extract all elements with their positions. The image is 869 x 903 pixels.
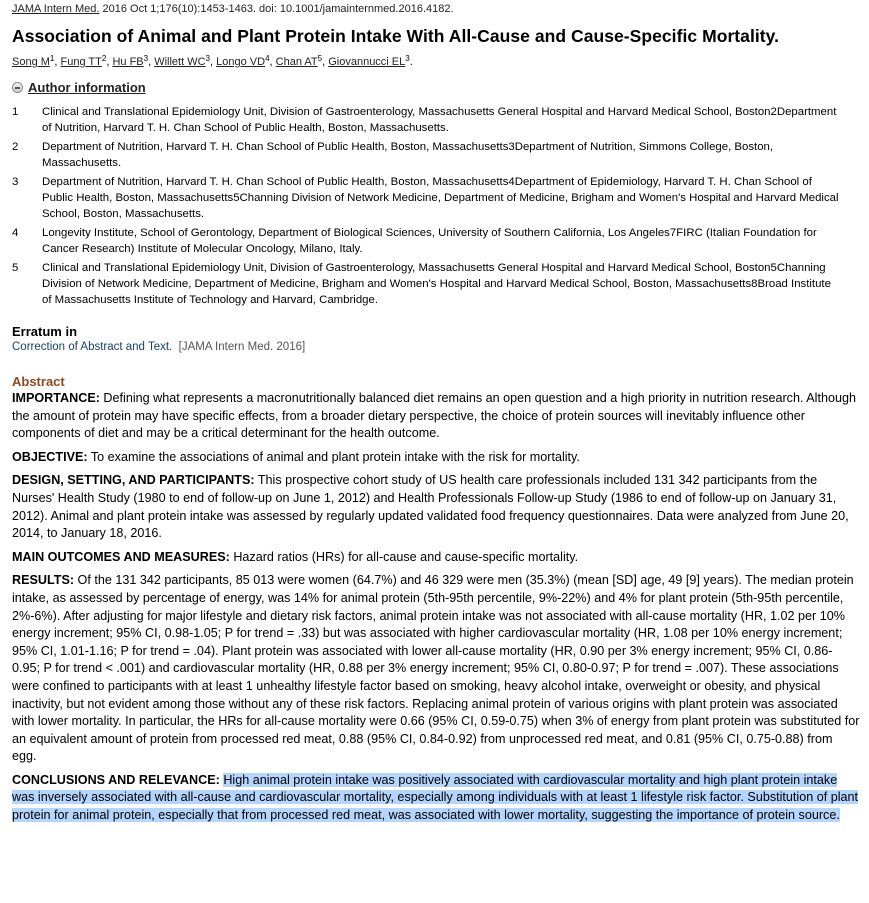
section-label: RESULTS: bbox=[12, 573, 75, 588]
author-affiliation-ref: 2 bbox=[101, 54, 107, 63]
author-link[interactable]: Longo VD bbox=[216, 56, 266, 68]
affiliation-item bbox=[12, 139, 842, 171]
author-affiliation-ref: 4 bbox=[265, 54, 270, 63]
section-label: IMPORTANCE: bbox=[12, 391, 100, 405]
section-text: Hazard ratios (HRs) for all-cause and cause-specific mortality. bbox=[229, 549, 579, 564]
section-label: MAIN OUTCOMES AND MEASURES: bbox=[12, 549, 230, 564]
affiliation-item bbox=[12, 174, 842, 222]
author-link[interactable]: Song M bbox=[12, 56, 50, 68]
author-information-link[interactable]: Author information bbox=[28, 80, 146, 95]
author-affiliation-ref: 3 bbox=[405, 54, 410, 63]
affiliation-text: Clinical and Translational Epidemiology Unit, Division of Gastroenterology, Massachusetts General Hospital and Harvard Medical School, Boston5Channing Division of Network Medicine, Department of Medicine, Brigham and Women's Hospital and Harvard Medical School, Boston, Massachusetts8Broad Institute of Massachusetts Institute of Technology and Harvard, Cambridge. bbox=[42, 262, 831, 306]
abstract-objective bbox=[12, 449, 860, 467]
erratum-section bbox=[12, 324, 305, 353]
affiliation-item bbox=[12, 104, 842, 136]
abstract-conclusions bbox=[12, 772, 860, 825]
author-affiliation-ref: 3 bbox=[205, 54, 210, 63]
author-link[interactable]: Chan AT bbox=[275, 56, 318, 68]
section-text: This prospective cohort study of US health care professionals included 131 342 participants from the Nurses' Health Study (1980 to end of follow-up on June 1, 2012) and Health Professionals Follow-up Study (1986 to end of follow-up on January 31, 2012). Animal and plant protein intake was assessed by regularly updated validated food frequency questionnaires. Data were analyzed from June 20, 2014, to January 18, 2016. bbox=[12, 473, 849, 541]
affiliation-text: Longevity Institute, School of Gerontology, Department of Biological Sciences, University of Southern California, Los Angeles7FIRC (Italian Foundation for Cancer Research) Institute of Molecular Oncology, Milano, Italy. bbox=[42, 227, 817, 255]
erratum-heading: Erratum in bbox=[12, 324, 78, 339]
abstract-section bbox=[12, 374, 860, 831]
abstract-outcomes bbox=[12, 549, 860, 567]
citation-details: 2016 Oct 1;176(10):1453-1463. doi: 10.1001/jamainternmed.2016.4182. bbox=[99, 3, 454, 15]
section-label: OBJECTIVE: bbox=[12, 449, 88, 464]
affiliation-text: Clinical and Translational Epidemiology Unit, Division of Gastroenterology, Massachusetts General Hospital and Harvard Medical School, Boston2Department of Nutrition, Harvard T. H. Chan School of Public Health, Boston, Massachusetts. bbox=[42, 106, 837, 134]
selected-text[interactable]: High animal protein intake was positively associated with cardiovascular mortality and high plant protein intake was inversely associated with all-cause and cardiovascular mortality, especially among individuals with at least 1 lifestyle risk factor. Substitution of plant protein for animal protein, especially that from processed red meat, was associated with lower mortality, suggesting the importance of protein source. bbox=[12, 772, 859, 823]
affiliation-number: 1 bbox=[12, 106, 19, 118]
abstract-importance bbox=[12, 390, 860, 443]
erratum-link[interactable]: Correction of Abstract and Text. bbox=[12, 341, 173, 353]
affiliation-number: 4 bbox=[12, 227, 19, 239]
citation-line bbox=[12, 3, 454, 15]
author-link[interactable]: Hu FB bbox=[112, 56, 144, 68]
affiliation-number: 2 bbox=[12, 141, 19, 153]
affiliation-item bbox=[12, 260, 842, 308]
collapse-minus-icon[interactable] bbox=[12, 82, 23, 93]
section-text: Defining what represents a macronutritionally balanced diet remains an open question and a high priority in nutrition research. Although the amount of protein may have specific effects, from a broader dietary perspective, the choice of protein sources will inevitably influence other components of diet and may be a critical determinant for the health outcome. bbox=[12, 391, 856, 441]
author-affiliation-ref: 1 bbox=[49, 54, 55, 63]
affiliation-text: Department of Nutrition, Harvard T. H. Chan School of Public Health, Boston, Massachusetts3Department of Nutrition, Simmons College, Boston, Massachusetts. bbox=[42, 141, 774, 169]
author-link[interactable]: Giovannucci EL bbox=[328, 56, 406, 68]
author-information-toggle[interactable] bbox=[12, 80, 146, 95]
affiliation-list bbox=[12, 104, 842, 311]
section-text: To examine the associations of animal and plant protein intake with the risk for mortality. bbox=[87, 449, 580, 464]
abstract-design bbox=[12, 472, 860, 542]
abstract-results bbox=[12, 572, 860, 766]
abstract-heading: Abstract bbox=[12, 374, 65, 389]
affiliation-number: 3 bbox=[12, 176, 19, 188]
author-list: Song $M^1$, Fung $TT^2$, Hu $FB^3$, Willett $WC^3$, Longo $VD^4$, Chan $AT^5$, Giovannucci $EL^3$. bbox=[12, 54, 413, 68]
section-label: DESIGN, SETTING, AND PARTICIPANTS: bbox=[12, 473, 255, 488]
section-text: Of the 131 342 participants, 85 013 were women (64.7%) and 46 329 were men (35.3%) (mean [SD] age, 49 [9] years). The median protein intake, as assessed by percentage of energy, was 14% for animal protein (5th-95th percentile, 9%-22%) and 4% for plant protein (5th-95th percentile, 2%-6%). After adjusting for major lifestyle and dietary risk factors, animal protein intake was not associated with all-cause mortality (HR, 1.02 per 10% energy increment; 95% CI, 0.98-1.05; P for trend = .33) but was associated with higher cardiovascular mortality (HR, 1.08 per 10% energy increment; 95% CI, 1.01-1.16; P for trend = .04). Plant protein was associated with lower all-cause mortality (HR, 0.90 per 3% energy increment; 95% CI, 0.86-0.95; P for trend < .001) and cardiovascular mortality (HR, 0.88 per 3% energy increment; 95% CI, 0.80-0.97; P for trend = .007). These associations were confined to participants with at least 1 unhealthy lifestyle factor based on smoking, heavy alcohol intake, overweight or obesity, and physical inactivity, but not evident among those without any of these risk factors. Replacing animal protein of various origins with plant protein was associated with lower mortality. In particular, the HRs for all-cause mortality were 0.66 (95% CI, 0.59-0.75) when 3% of energy from plant protein was substituted for an equivalent amount of protein from processed red meat, 0.88 (95% CI, 0.84-0.92) from unprocessed red meat, and 0.81 (95% CI, 0.75-0.88) from egg. bbox=[12, 573, 860, 764]
author-link[interactable]: Willett WC bbox=[154, 56, 206, 68]
author-affiliation-ref: 3 bbox=[143, 54, 149, 63]
journal-link[interactable]: JAMA Intern Med. bbox=[12, 3, 100, 15]
author-link[interactable]: Fung TT bbox=[60, 56, 102, 68]
erratum-source: [JAMA Intern Med. 2016] bbox=[178, 341, 306, 353]
affiliation-text: Department of Nutrition, Harvard T. H. Chan School of Public Health, Boston, Massachusetts4Department of Epidemiology, Harvard T. H. Chan School of Public Health, Boston, Massachusetts5Channing Division of Network Medicine, Department of Medicine, Brigham and Women's Hospital and Harvard Medical School, Boston, Massachusetts. bbox=[42, 176, 839, 220]
section-label: CONCLUSIONS AND RELEVANCE: bbox=[12, 772, 220, 787]
affiliation-number: 5 bbox=[12, 262, 19, 274]
affiliation-item bbox=[12, 225, 842, 257]
article-title: Association of Animal and Plant Protein Intake With All-Cause and Cause-Specific Mortality. bbox=[12, 26, 780, 46]
erratum-entry bbox=[12, 341, 305, 353]
author-affiliation-ref: 5 bbox=[317, 54, 323, 63]
